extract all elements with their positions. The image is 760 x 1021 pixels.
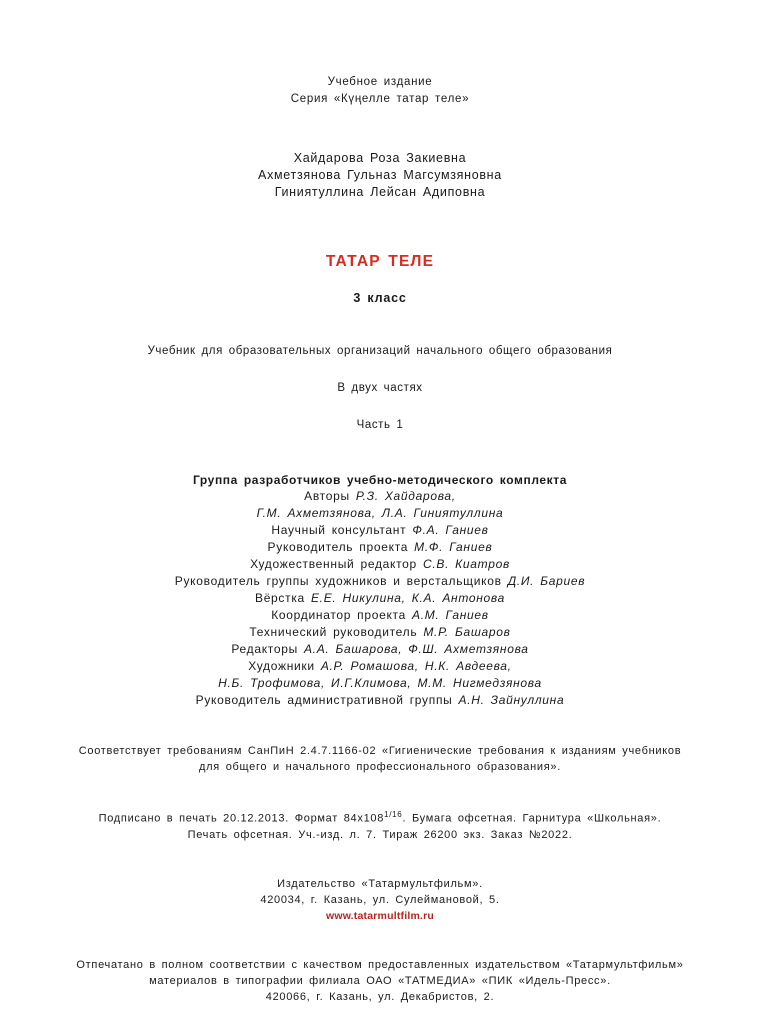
credit-person: С.В. Киатров <box>422 557 510 571</box>
credit-row <box>50 624 710 641</box>
credit-person: Г.М. Ахметзянова, Л.А. Гиниятуллина <box>256 506 504 520</box>
subtitle-line: Учебник для образовательных организаций начального общего образования <box>147 345 613 357</box>
credit-row <box>50 607 710 624</box>
credit-role: Руководитель группы художников и верстальщиков <box>174 574 508 588</box>
sanpin-line-2: для общего и начального профессионального образования». <box>199 761 561 773</box>
authors-block <box>50 150 710 201</box>
credit-row <box>50 675 710 692</box>
credit-role: Технический руководитель <box>249 625 424 639</box>
credit-role: Координатор проекта <box>271 608 413 622</box>
printed-at-block <box>50 957 710 1005</box>
sanpin-note <box>50 743 710 775</box>
credit-row <box>50 573 710 590</box>
printed-at-line-2: материалов в типографии филиала ОАО «ТАТМЕДИА» «ПИК «Идель-Пресс». <box>149 974 611 987</box>
credits-heading: Группа разработчиков учебно-методического комплекта <box>192 473 568 487</box>
publisher-website-link[interactable]: www.tatarmultfilm.ru <box>325 909 435 922</box>
credit-role: Авторы <box>304 489 356 503</box>
credit-row <box>50 488 710 505</box>
print-info-block <box>50 807 710 843</box>
credit-role: Руководитель проекта <box>267 540 415 554</box>
credit-row <box>50 539 710 556</box>
credit-person: Ф.А. Ганиев <box>412 523 489 537</box>
print-info-line-2: Печать офсетная. Уч.-изд. л. 7. Тираж 26200 экз. Заказ №2022. <box>187 828 573 841</box>
publisher-block <box>50 876 710 924</box>
credit-row <box>50 590 710 607</box>
credit-row <box>50 505 710 522</box>
format-numerator: 1 <box>384 810 390 819</box>
series-block <box>50 74 710 108</box>
credit-role: Вёрстка <box>254 591 311 605</box>
credit-role: Руководитель административной группы <box>195 693 459 707</box>
author-name: Гиниятуллина Лейсан Адиповна <box>274 185 486 199</box>
author-name: Ахметзянова Гульназ Магсумзяновна <box>258 168 502 182</box>
credit-person: М.Ф. Ганиев <box>414 540 493 554</box>
credit-role: Художественный редактор <box>250 557 423 571</box>
printed-at-line-1: Отпечатано в полном соответствии с качеством предоставленных издательством «Татармультфильм» <box>76 958 684 971</box>
printed-at-line-3: 420066, г. Казань, ул. Декабристов, 2. <box>265 990 495 1003</box>
page-title: ТАТАР ТЕЛЕ <box>325 253 435 270</box>
print-info-line-1 <box>50 807 710 827</box>
grade-label: 3 класс <box>353 291 407 305</box>
credit-person: А.А. Башарова, Ф.Ш. Ахметзянова <box>303 642 529 656</box>
author-name: Хайдарова Роза Закиевна <box>293 151 467 165</box>
series-name-line: Серия «Күңелле татар теле» <box>290 93 470 105</box>
credit-person: А.Н. Зайнуллина <box>458 693 565 707</box>
credit-role: Научный консультант <box>271 523 413 537</box>
print-format-prefix: Подписано в печать 20.12.2013. Формат 84х108 <box>98 812 385 825</box>
credit-role: Редакторы <box>231 642 304 656</box>
credit-person: А.М. Ганиев <box>412 608 489 622</box>
format-fraction <box>384 810 402 819</box>
credit-row <box>50 522 710 539</box>
credit-person: А.Р. Ромашова, Н.К. Авдеева, <box>320 659 512 673</box>
credit-row <box>50 641 710 658</box>
credit-person: М.Р. Башаров <box>423 625 511 639</box>
sanpin-line-1: Соответствует требованиям СанПиН 2.4.7.1166-02 «Гигиенические требования к изданиям учебников <box>78 745 682 757</box>
format-slash: / <box>389 810 393 819</box>
parts-line: В двух частях <box>337 382 423 394</box>
credits-block <box>50 488 710 709</box>
credit-person: Е.Е. Никулина, К.А. Антонова <box>310 591 506 605</box>
publisher-address: 420034, г. Казань, ул. Сулеймановой, 5. <box>260 893 500 906</box>
credit-role: Художники <box>248 659 321 673</box>
edition-type-line: Учебное издание <box>327 76 433 88</box>
format-denominator: 16 <box>392 810 403 819</box>
credit-row <box>50 556 710 573</box>
credit-row <box>50 692 710 709</box>
part-number-line: Часть 1 <box>356 419 404 431</box>
credit-person: Р.З. Хайдарова, <box>355 489 456 503</box>
credit-person: Н.Б. Трофимова, И.Г.Климова, М.М. Нигмедзянова <box>218 676 542 690</box>
publisher-name: Издательство «Татармультфильм». <box>277 877 483 890</box>
print-paper-suffix: . Бумага офсетная. Гарнитура «Школьная». <box>402 812 662 825</box>
credit-row <box>50 658 710 675</box>
credit-person: Д.И. Бариев <box>507 574 586 588</box>
